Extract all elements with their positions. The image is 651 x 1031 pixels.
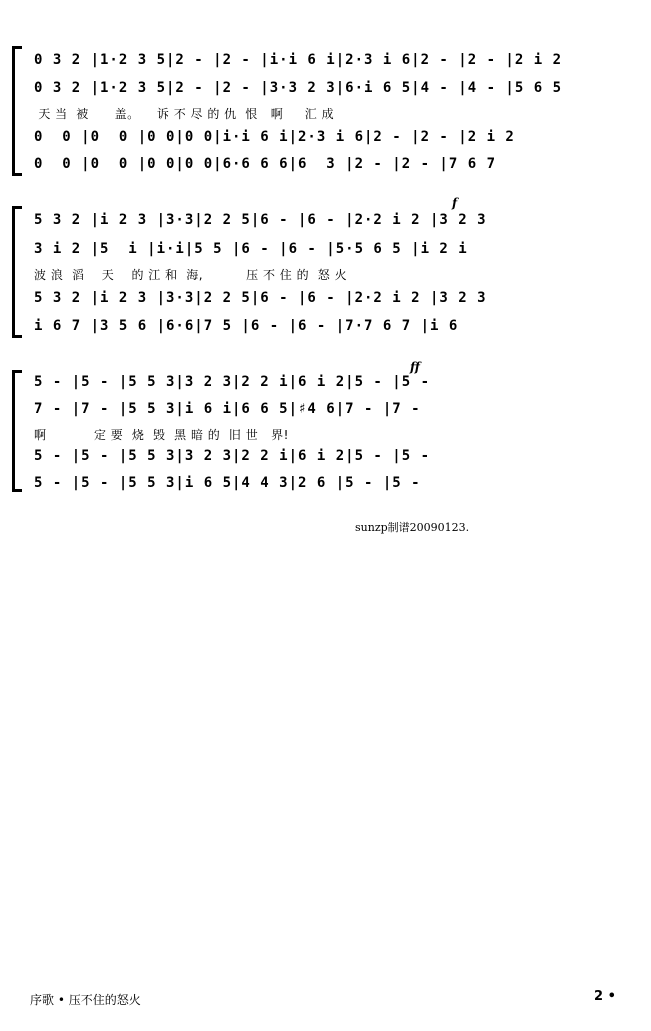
tenor-notes: 5 - |5 - |5 5 3|3 2 3|2 2 i|6 i 2|5 - |5 -: [34, 448, 431, 464]
bass-notes: 0 0 |0 0 |0 0|0 0|6·6 6 6|6 3 |2 - |2 - |7 6 7: [34, 156, 497, 172]
lyrics-line: 啊 定 要 烧 毁 黑 暗 的 旧 世 界!: [34, 428, 289, 442]
soprano-notes: 5 3 2 |i 2 3 |3·3|2 2 5|6 - |6 - |2·2 i 2 |3 2 3: [34, 212, 487, 228]
lyrics-line: 波 浪 滔 天 的 江 和 海, 压 不 住 的 怒 火: [34, 268, 348, 282]
alto-notes: 7 - |7 - |5 5 3|i 6 i|6 6 5|♯4 6|7 - |7 -: [34, 401, 421, 417]
soprano-notes: 0 3 2 |1·2 3 5|2 - |2 - |i·i 6 i|2·3 i 6|2 - |2 - |2 i 2: [34, 52, 563, 68]
system-brace: [12, 372, 21, 490]
bass-notes: i 6 7 |3 5 6 |6·6|7 5 |6 - |6 - |7·7 6 7 |i 6: [34, 318, 459, 334]
page-number: 2 •: [594, 989, 616, 1004]
arranger-credit: sunzp制谱20090123.: [355, 521, 470, 534]
dynamic-marking: f: [452, 196, 458, 210]
tenor-notes: 5 3 2 |i 2 3 |3·3|2 2 5|6 - |6 - |2·2 i 2 |3 2 3: [34, 290, 487, 306]
system-brace: [12, 208, 21, 336]
tenor-notes: 0 0 |0 0 |0 0|0 0|i·i 6 i|2·3 i 6|2 - |2 - |2 i 2: [34, 129, 515, 145]
alto-notes: 0 3 2 |1·2 3 5|2 - |2 - |3·3 2 3|6·i 6 5|4 - |4 - |5 6 5: [34, 80, 563, 96]
dynamic-marking: ff: [410, 360, 420, 374]
alto-notes: 3 i 2 |5 i |i·i|5 5 |6 - |6 - |5·5 6 5 |i 2 i: [34, 241, 468, 257]
lyrics-line: 天 当 被 盖。 诉 不 尽 的 仇 恨 啊 汇 成: [34, 107, 335, 121]
bass-notes: 5 - |5 - |5 5 3|i 6 5|4 4 3|2 6 |5 - |5 -: [34, 475, 421, 491]
footer-title: 序歌 • 压不住的怒火: [30, 993, 141, 1007]
soprano-notes: 5 - |5 - |5 5 3|3 2 3|2 2 i|6 i 2|5 - |5 -: [34, 374, 431, 390]
system-brace: [12, 48, 21, 174]
